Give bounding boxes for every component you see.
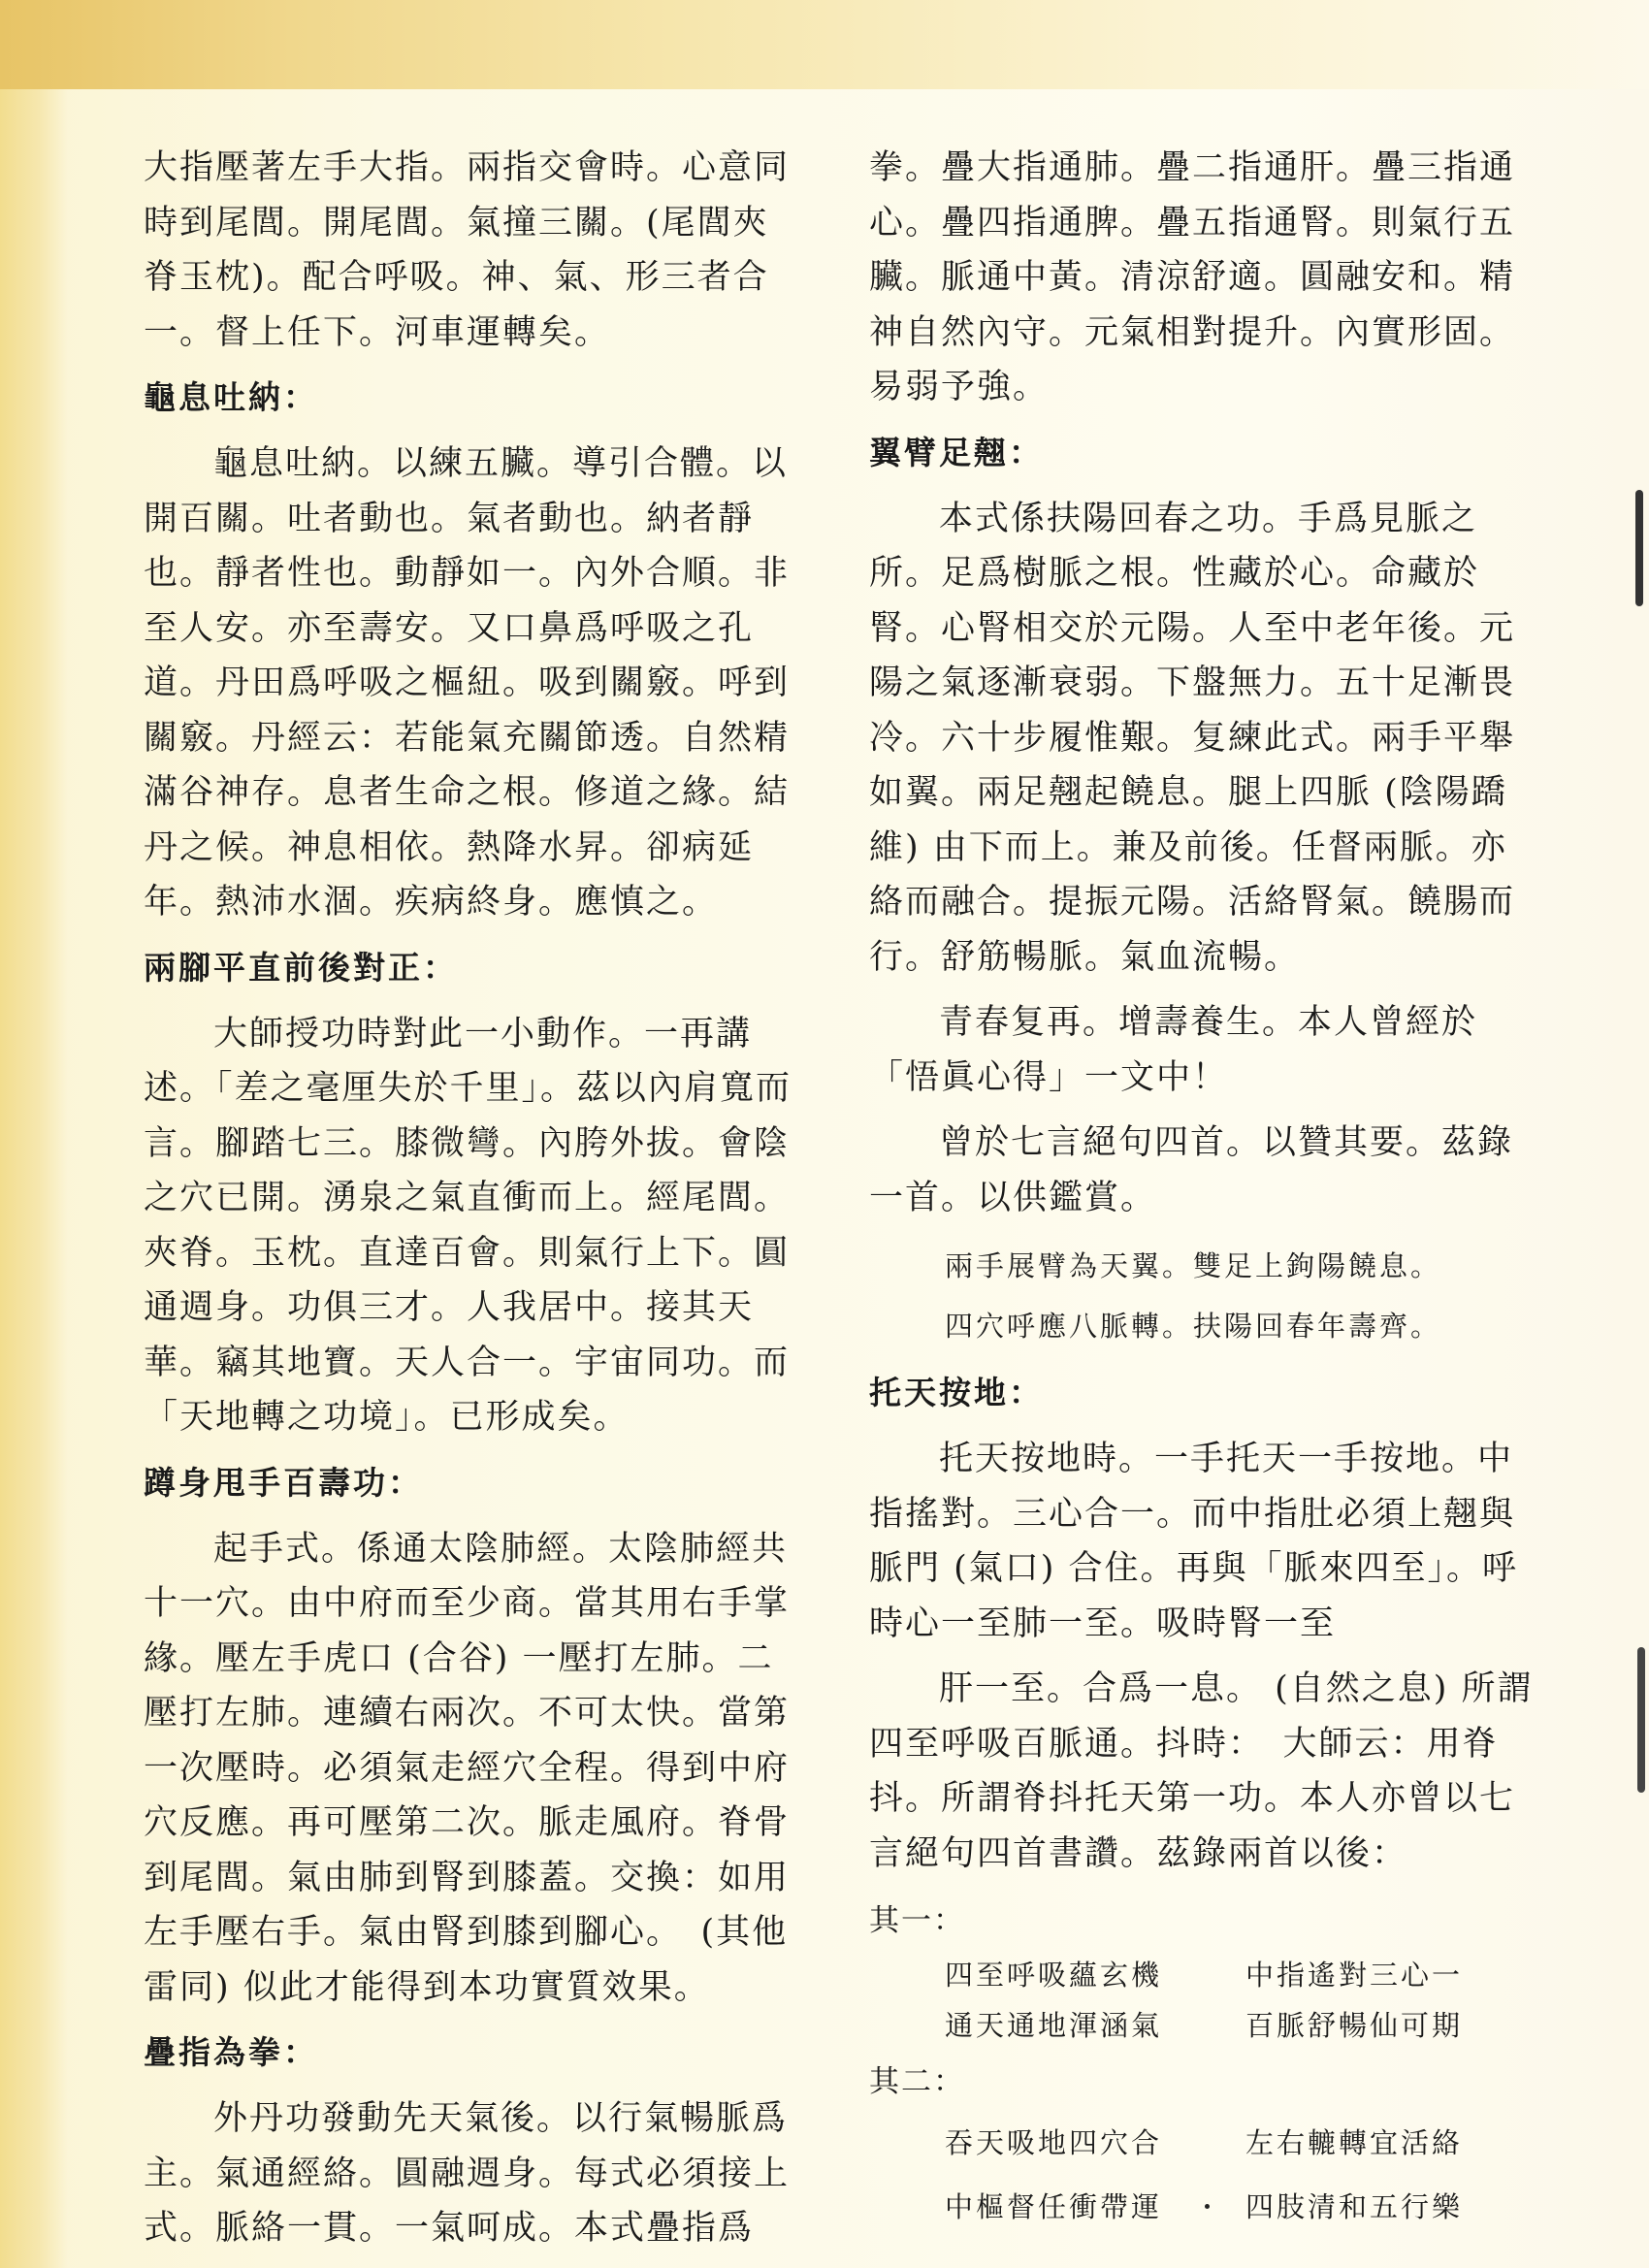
poem-1-line-1-left: 四至呼吸蘊玄機 [945,1959,1163,1992]
paragraph-tuotian: 托天按地時。一手托天一手按地。中指搖對。三心合一。而中指肚必須上翹與脈門 (氣口) 合住。再與「脈來四至」。呼時心一至肺一至。吸時腎一至 [869,1440,1519,1643]
verse-line-1: 兩手展臂為天翼。雙足上鉤陽饒息。 [945,1249,1442,1282]
paragraph-yibi: 本式係扶陽回春之功。手爲見脈之所。足爲樹脈之根。性藏於心。命藏於腎。心腎相交於元陽。人至中老年後。元陽之氣逐漸衰弱。下盤無力。五十足漸畏冷。六十步履惟艱。复練此式。兩手平舉如翼。兩足翹起饒息。腿上四脈 (陰陽蹻維) 由下而上。兼及前後。任督兩脈。亦絡而融合。提振元陽。活絡腎氣。饒腸而行。舒筋暢脈。氣血流暢。 [869,499,1516,977]
binding-mark-top [1635,490,1643,606]
heading-tuotian: 托天按地： [869,1374,1044,1411]
top-color-band [0,0,1649,89]
poem-2-line-2-right: 四肢清和五行樂 [1245,2190,1464,2223]
paragraph-diezhi: 外丹功發動先天氣後。以行氣暢脈爲主。氣通經絡。圓融週身。每式必須接上式。脈絡一貫。一氣呵成。本式疊指爲 [144,2099,791,2248]
heading-dunshen: 蹲身甩手百壽功： [144,1463,423,1502]
heading-diezhi: 疊指為拳： [144,2033,318,2071]
left-color-edge [0,89,68,2268]
binding-mark-bottom [1637,1647,1645,1793]
paragraph-guixi: 龜息吐納。以練五臟。導引合體。以開百關。吐者動也。氣者動也。納者靜也。靜者性也。動靜如一。內外合順。非至人安。亦至壽安。又口鼻爲呼吸之孔道。丹田爲呼吸之樞紐。吸到關竅。呼到關竅。丹經云：若能氣充關節透。自然精滿谷神存。息者生命之根。修道之緣。結丹之候。神息相依。熱降水昇。卻病延年。熱沛水涸。疾病終身。應慎之。 [144,444,791,922]
poem-1-line-1-right: 中指遙對三心一 [1245,1959,1464,1992]
poem-label-2: 其二： [869,2064,965,2099]
poem-2-line-2 [869,2175,1538,2239]
right-column [869,141,1538,2239]
paragraph-intro: 大指壓著左手大指。兩指交會時。心意同時到尾閭。開尾閭。氣撞三關。(尾閭夾脊玉枕)。配合呼吸。神、氣、形三者合一。督上任下。河車運轉矣。 [144,148,791,352]
poem-2-line-2-left: 中樞督任衝帶運 [945,2190,1163,2223]
poem-2-line-1-right: 左右轆轉宜活絡 [1245,2126,1464,2159]
paragraph-gan: 肝一至。合爲一息。 (自然之息) 所謂四至呼吸百脈通。抖時： 大師云：用脊抖。所謂脊抖托天第一功。本人亦曾以七言絕句四首書讚。茲錄兩首以後： [869,1669,1534,1873]
poem-1-line-2-left: 通天通地渾涵氣 [945,2009,1163,2042]
poem-1-line-2 [869,2000,1538,2051]
poem-1-line-2-right: 百脈舒暢仙可期 [1245,2009,1464,2042]
heading-guixi: 龜息吐納： [144,378,318,416]
verse-line-2: 四穴呼應八脈轉。扶陽回春年壽齊。 [945,1310,1442,1343]
left-column [144,141,803,2267]
poem-1-line-1 [869,1950,1538,2000]
heading-yibi: 翼臂足翹： [869,433,1044,471]
poem-2-line-1 [869,2111,1538,2175]
paragraph-liangjiao: 大師授功時對此一小動作。一再講述。「差之毫厘失於千里」。茲以內肩寬而言。腳踏七三。膝微彎。內胯外拔。會陰之穴已開。湧泉之氣直衝而上。經尾閭。夾脊。玉枕。直達百會。則氣行上下。圓通週身。功俱三才。人我居中。接其天華。竊其地寶。天人合一。宇宙同功。而「天地轉之功境」。已形成矣。 [144,1014,792,1437]
paragraph-zengyu: 曾於七言絕句四首。以贊其要。茲錄一首。以供鑑賞。 [869,1123,1514,1217]
paragraph-qingchun: 青春复再。增壽養生。本人曾經於「悟眞心得」一文中！ [869,1003,1478,1097]
heading-liangjiao: 兩腳平直前後對正： [144,948,458,987]
poem-label-1: 其一： [869,1903,965,1938]
paragraph-dunshen: 起手式。係通太陰肺經。太陰肺經共十一穴。由中府而至少商。當其用右手掌緣。壓左手虎口 (合谷) 一壓打左肺。二壓打左肺。連續右兩次。不可太快。當第一次壓時。必須氣走經穴全程。得到中府穴反應。再可壓第二次。脈走風府。脊骨到尾閭。氣由肺到腎到膝蓋。交換：如用左手壓右手。氣由腎到膝到腳心。 (其他雷同) 似此才能得到本功實質效果。 [144,1529,791,2007]
paragraph-quan: 拳。疊大指通肺。疊二指通肝。疊三指通心。疊四指通脾。疊五指通腎。則氣行五臟。脈通中黃。清涼舒適。圓融安和。精神自然內守。元氣相對提升。內實形固。易弱予強。 [869,148,1516,406]
poem-2-line-1-left: 吞天吸地四穴合 [945,2126,1163,2159]
